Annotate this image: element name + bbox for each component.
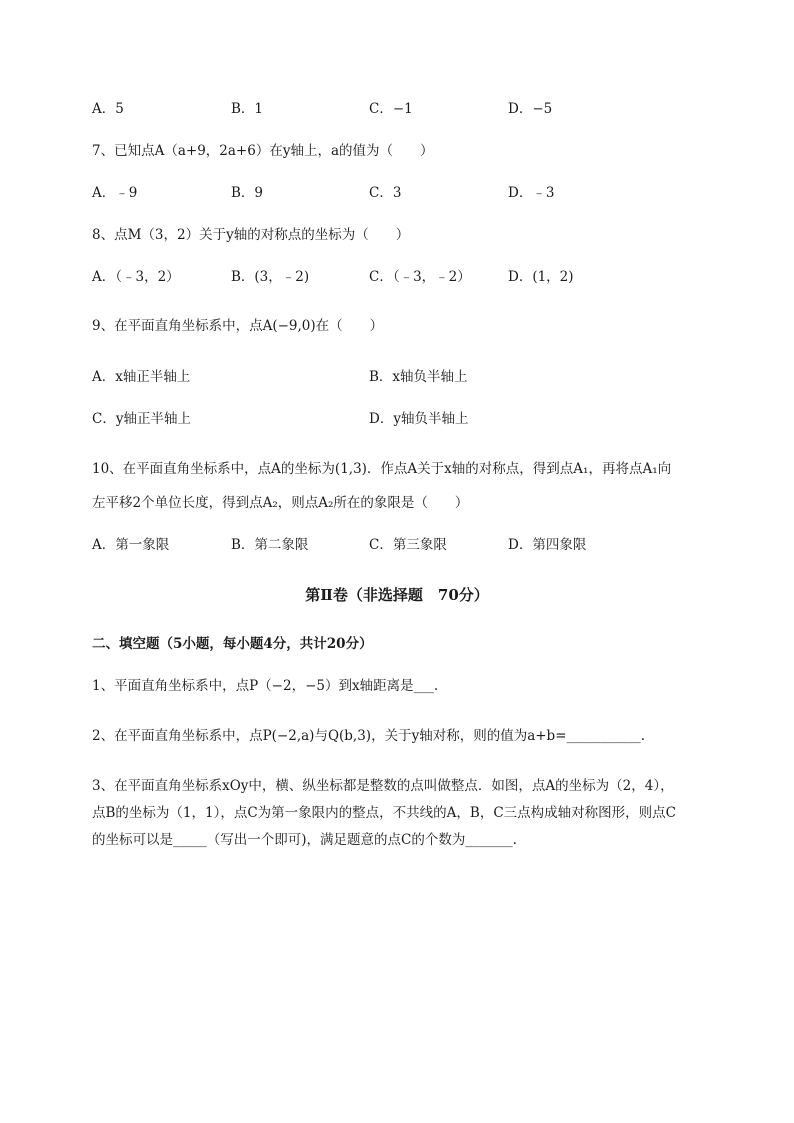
q7-option-a: A．﹣9 [92, 185, 138, 201]
q9-option-d: D．y轴负半轴上 [369, 411, 469, 427]
part2-title: 第Ⅱ卷（非选择题 70分） [305, 586, 489, 604]
q7-option-b: B．9 [231, 185, 264, 201]
q8-stem: 8、点M（3，2）关于y轴的对称点的坐标为（ ） [92, 227, 410, 243]
q10-option-a: A．第一象限 [92, 537, 170, 553]
q8-option-d: D．(1，2) [508, 269, 574, 285]
fill-q3-line2: 点B的坐标为（1，1），点C为第一象限内的整点，不共线的A，B，C三点构成轴对称图形，则点C [92, 805, 677, 821]
q6-option-c: C．−1 [369, 101, 413, 117]
q6-option-b: B．1 [231, 101, 264, 117]
q8-option-a: A．（﹣3，2） [92, 269, 180, 285]
q7-stem: 7、已知点A（a+9，2a+6）在y轴上，a的值为（ ） [92, 143, 434, 159]
q10-stem-line1: 10、在平面直角坐标系中，点A的坐标为(1,3)．作点A关于x轴的对称点，得到点A₁，再将点A₁向 [92, 461, 672, 477]
q8-option-c: C．（﹣3，﹣2） [369, 269, 471, 285]
q9-option-a: A．x轴正半轴上 [92, 369, 191, 385]
q7-option-c: C．3 [369, 185, 402, 201]
fill-q3-line3: 的坐标可以是_____（写出一个即可)，满足题意的点C的个数为_______. [92, 832, 517, 848]
fill-q2: 2、在平面直角坐标系中，点P(−2,a)与Q(b,3)，关于y轴对称，则的值为a+b=___________. [92, 728, 646, 744]
q10-stem-line2: 左平移2个单位长度，得到点A₂，则点A₂所在的象限是（ ） [92, 495, 469, 511]
q7-option-d: D．﹣3 [508, 185, 555, 201]
q8-option-b: B．(3，﹣2) [231, 269, 310, 285]
q9-stem: 9、在平面直角坐标系中，点A(−9,0)在（ ） [92, 318, 384, 334]
section-heading: 二、填空题（5小题，每小题4分，共计20分） [92, 636, 373, 652]
q10-option-b: B．第二象限 [231, 537, 309, 553]
fill-q1: 1、平面直角坐标系中，点P（−2，−5）到x轴距离是___. [92, 678, 439, 694]
q9-option-b: B．x轴负半轴上 [369, 369, 468, 385]
q10-option-c: C．第三象限 [369, 537, 447, 553]
fill-q3-line1: 3、在平面直角坐标系xOy中，横、纵坐标都是整数的点叫做整点．如图，点A的坐标为（2，4）， [92, 778, 674, 794]
q10-option-d: D．第四象限 [508, 537, 587, 553]
q6-option-a: A．5 [92, 101, 124, 117]
q6-option-d: D．−5 [508, 101, 553, 117]
q9-option-c: C．y轴正半轴上 [92, 411, 191, 427]
